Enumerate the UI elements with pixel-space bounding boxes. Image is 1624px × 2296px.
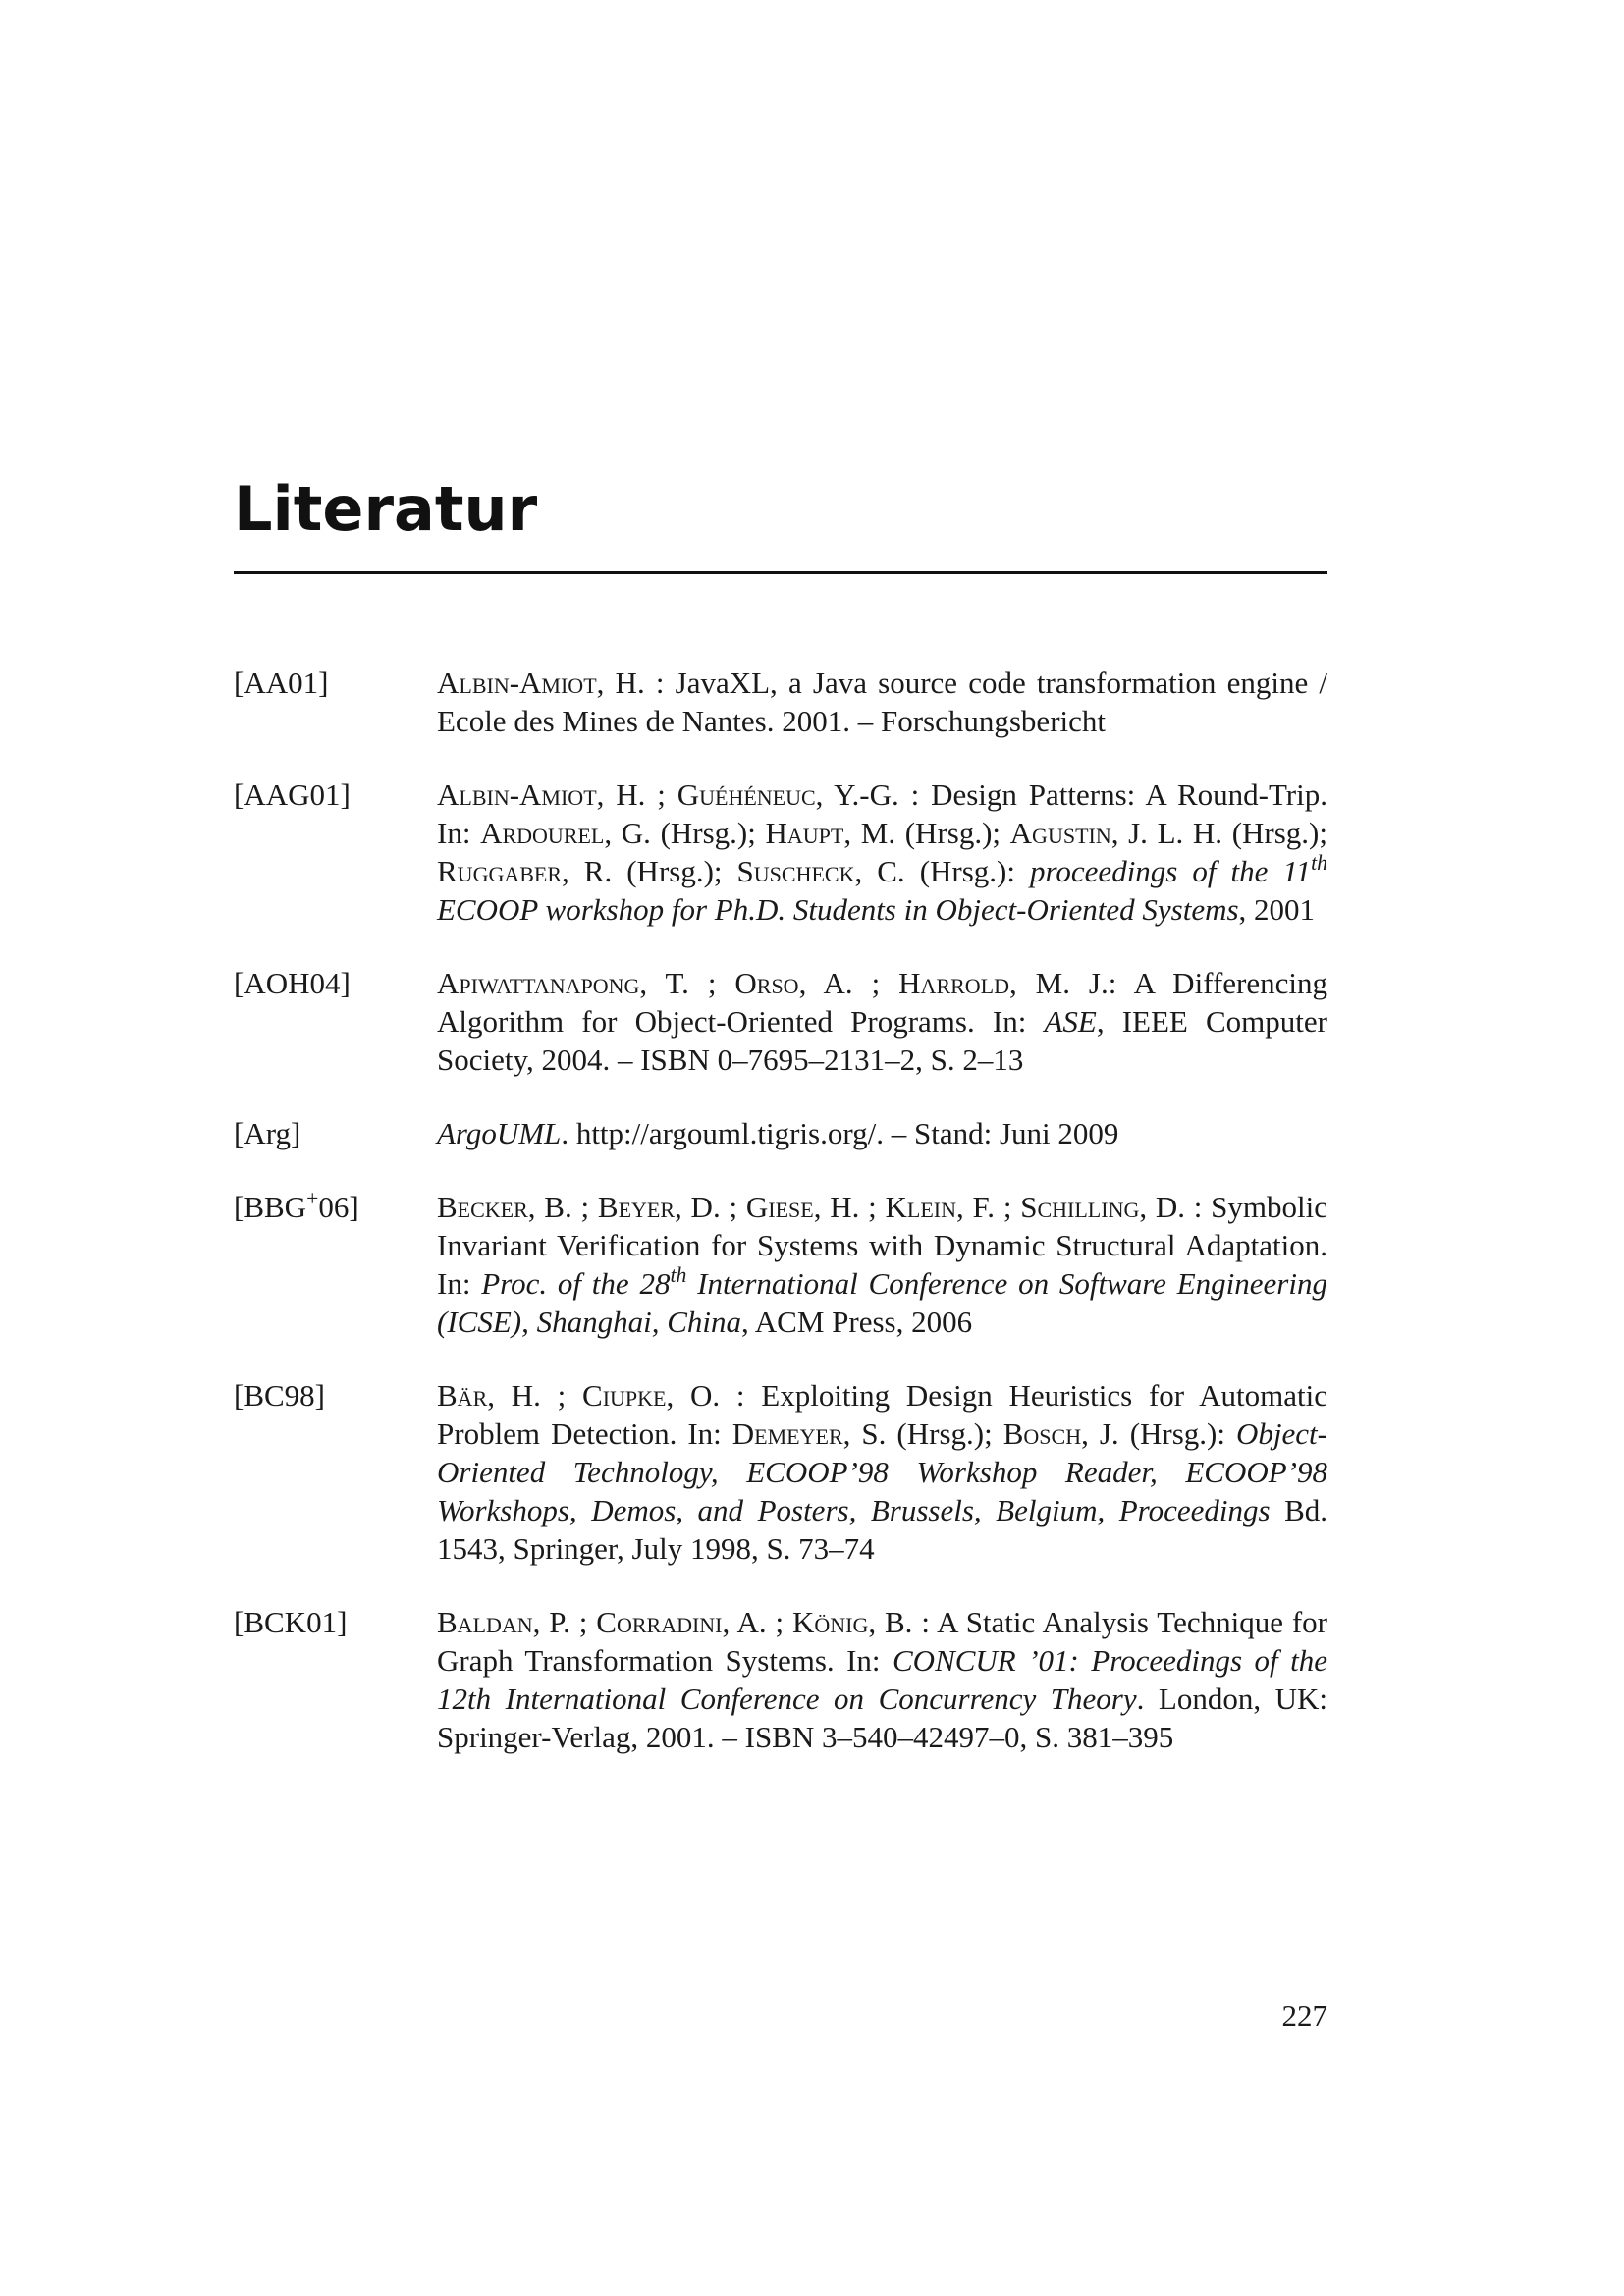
author: Albin-Amiot, H. — [437, 666, 645, 700]
editor: Agustin, J. L. H. — [1009, 816, 1223, 850]
bib-text: Albin-Amiot, H. : JavaXL, a Java source code transformation engine / Ecole des Mines de Nantes. 2001. – Forschungsbericht — [437, 666, 1327, 738]
author: Orso, A. — [734, 966, 853, 1000]
author: Albin-Amiot, H. — [437, 777, 646, 812]
author: Beyer, D. — [597, 1190, 721, 1224]
bib-text: Bär, H. ; Ciupke, O. : Exploiting Design Heuristics for Automatic Problem Detection. In: Demeyer, S. (Hrsg.); Bosch, J. (Hrsg.): Object-Oriented Technology, ECOOP’98 Workshop Reader, ECOOP’98 Workshops, Demos, and Posters, Brussels, Belgium, Proceedings Bd. 1543, Springer, July 1998, S. 73–74 — [437, 1378, 1327, 1566]
author: Klein, F. — [885, 1190, 996, 1224]
editor: Haupt, M. — [765, 816, 896, 850]
author: Giese, H. — [745, 1190, 860, 1224]
author: Corradini, A. — [596, 1605, 767, 1639]
author: Harrold, M. J. — [898, 966, 1109, 1000]
bib-entry-aag01 — [234, 775, 1327, 929]
bib-key: [BC98] — [234, 1378, 325, 1413]
editor: Bosch, J. — [1002, 1416, 1119, 1451]
author: Baldan, P. — [437, 1605, 570, 1639]
bib-text: Apiwattanapong, T. ; Orso, A. ; Harrold, M. J.: A Differencing Algorithm for Object-Oriented Programs. In: ASE, IEEE Computer Society, 2004. – ISBN 0–7695–2131–2, S. 2–13 — [437, 966, 1327, 1077]
bib-entry-bbg06 — [234, 1188, 1327, 1341]
booktitle: ASE — [1044, 1004, 1097, 1039]
author: Schilling, D. — [1020, 1190, 1186, 1224]
bib-text: Baldan, P. ; Corradini, A. ; König, B. : A Static Analysis Technique for Graph Transformation Systems. In: CONCUR ’01: Proceedings of the 12th International Conference on Concurrency Theory. London, UK: Springer-Verlag, 2001. – ISBN 3–540–42497–0, S. 381–395 — [437, 1605, 1328, 1754]
editor: Demeyer, S. — [731, 1416, 887, 1451]
bib-entry-bck01 — [234, 1603, 1327, 1756]
bib-key: [BCK01] — [234, 1605, 348, 1639]
bib-key: [Arg] — [234, 1116, 301, 1150]
bib-entry-bc98 — [234, 1376, 1327, 1568]
editor: Ardourel, G. — [480, 816, 651, 850]
page-number: 227 — [1281, 1999, 1327, 2033]
bib-text: Albin-Amiot, H. ; Guéhéneuc, Y.-G. : Design Patterns: A Round-Trip. In: Ardourel, G. (Hrsg.); Haupt, M. (Hrsg.); Agustin, J. L. H. (Hrsg.); Ruggaber, R. (Hrsg.); Suscheck, C. (Hrsg.): proceedings of the 11th ECOOP workshop for Ph.D. Students in Object-Oriented Systems, 2001 — [437, 777, 1327, 927]
bib-key: [AA01] — [234, 666, 329, 700]
bib-key: [AAG01] — [234, 777, 351, 812]
author: König, B. — [791, 1605, 913, 1639]
bib-entry-aa01 — [234, 664, 1327, 740]
author: Guéhéneuc, Y.-G. — [677, 777, 899, 812]
bib-text: ArgoUML. http://argouml.tigris.org/. – Stand: Juni 2009 — [437, 1116, 1119, 1150]
bib-text: Becker, B. ; Beyer, D. ; Giese, H. ; Klein, F. ; Schilling, D. : Symbolic Invariant Verification for Systems with Dynamic Structural Adaptation. In: Proc. of the 28th International Conference on Software Engineering (ICSE), Shanghai, China, ACM Press, 2006 — [437, 1190, 1328, 1339]
chapter-title: Literatur — [234, 473, 538, 545]
author: Ciupke, O. — [582, 1378, 721, 1413]
author: Becker, B. — [437, 1190, 572, 1224]
booktitle: Object-Oriented Technology, ECOOP’98 Workshop Reader, ECOOP’98 Workshops, Demos, and Posters, Brussels, Belgium, Proceedings — [437, 1416, 1327, 1527]
bib-entry-arg — [234, 1114, 1327, 1152]
booktitle: ArgoUML — [437, 1116, 562, 1150]
bibliography-list — [234, 664, 1327, 1791]
bib-entry-aoh04 — [234, 964, 1327, 1079]
booktitle: Proc. of the 28th International Conference on Software Engineering (ICSE), Shanghai, China — [437, 1263, 1327, 1339]
title-rule — [234, 571, 1327, 574]
booktitle: CONCUR ’01: Proceedings of the 12th International Conference on Concurrency Theory — [437, 1643, 1327, 1716]
booktitle: proceedings of the 11th ECOOP workshop for Ph.D. Students in Object-Oriented Systems — [437, 851, 1327, 927]
editor: Suscheck, C. — [736, 854, 905, 888]
author: Bär, H. — [437, 1378, 541, 1413]
author: Apiwattanapong, T. — [437, 966, 689, 1000]
bib-key: [BBG+06] — [234, 1187, 359, 1224]
bib-key: [AOH04] — [234, 966, 351, 1000]
editor: Ruggaber, R. — [437, 854, 613, 888]
